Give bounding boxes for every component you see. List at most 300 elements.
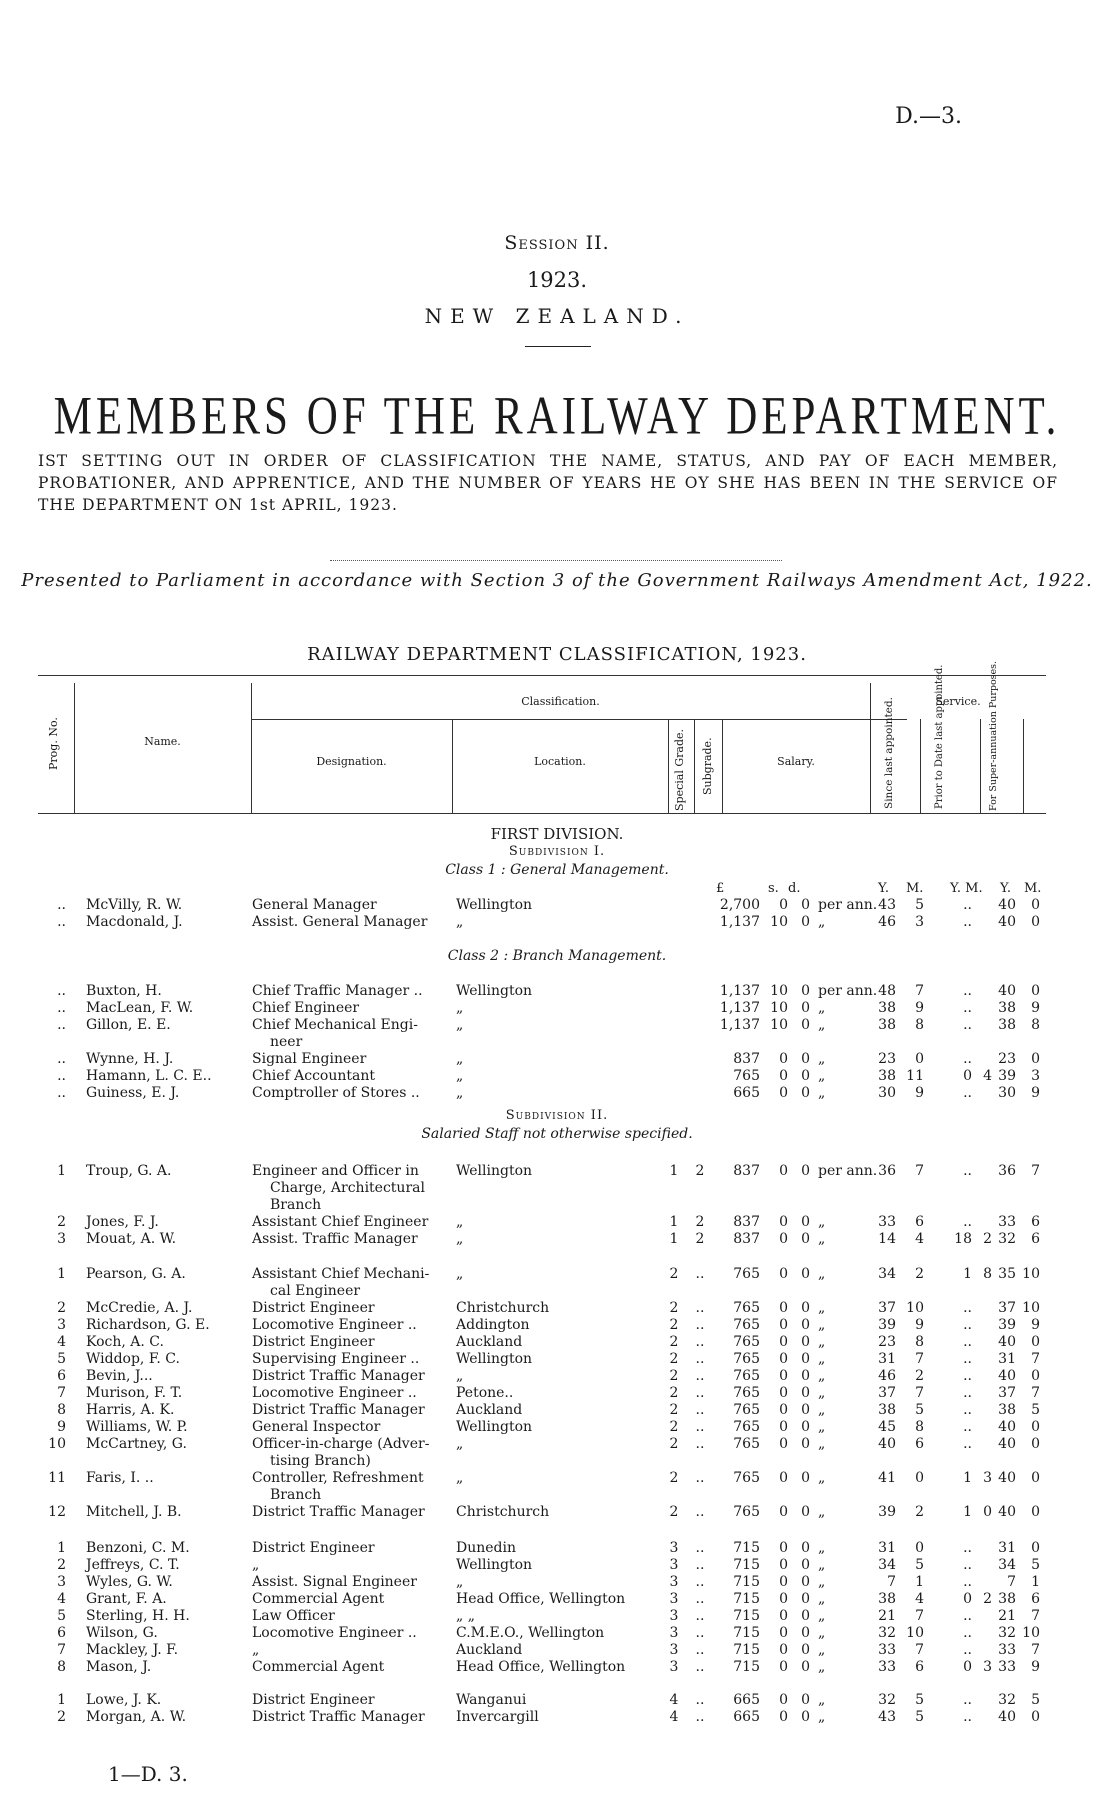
- prior-years: ..: [963, 1419, 972, 1435]
- table-row: [0, 1625, 1114, 1642]
- since-last-years: 34: [878, 1266, 896, 1282]
- row-number: 7: [57, 1385, 66, 1401]
- designation: General Manager: [252, 897, 377, 913]
- salary-pence: 0: [801, 1608, 810, 1624]
- table-row-continuation: [0, 1180, 1114, 1197]
- salary-shillings: 10: [770, 1017, 788, 1033]
- since-last-months: 9: [915, 1000, 924, 1016]
- table-row: [0, 1709, 1114, 1726]
- salary-period: „: [818, 1017, 826, 1033]
- salary-shillings: 0: [779, 1557, 788, 1573]
- super-months: 6: [1031, 1214, 1040, 1230]
- prior-to-header: Prior to Date last appointed.: [934, 664, 945, 809]
- since-last-months: 1: [915, 1574, 924, 1590]
- salary-shillings: 0: [779, 1608, 788, 1624]
- designation: District Traffic Manager: [252, 1402, 425, 1418]
- since-last-months: 8: [915, 1334, 924, 1350]
- member-name: Hamann, L. C. E..: [86, 1068, 212, 1084]
- location: „: [456, 1574, 464, 1590]
- super-years: 37: [998, 1300, 1016, 1316]
- since-last-months: 5: [915, 897, 924, 913]
- row-number: 5: [57, 1351, 66, 1367]
- class-2-title: Class 2 : Branch Management.: [447, 948, 667, 964]
- location: Christchurch: [456, 1504, 550, 1520]
- table-row: [0, 1351, 1114, 1368]
- salary-period: „: [818, 1574, 826, 1590]
- units-row: £ s. d. Y. M. Y. M. Y. M.: [716, 881, 1042, 896]
- salary-period: „: [818, 1470, 826, 1486]
- since-last-years: 38: [878, 1591, 896, 1607]
- prior-years: 0: [963, 1591, 972, 1607]
- location: „: [456, 1368, 464, 1384]
- row-number: 2: [57, 1214, 66, 1230]
- designation: Commercial Agent: [252, 1659, 385, 1675]
- super-years: 30: [998, 1085, 1016, 1101]
- location-header: Location.: [534, 755, 586, 768]
- since-last-years: 46: [878, 914, 896, 930]
- salary-pence: 0: [801, 1709, 810, 1725]
- salary-pounds: 765: [733, 1436, 760, 1452]
- subgrade: ..: [695, 1470, 705, 1486]
- salary-pence: 0: [801, 1017, 810, 1033]
- super-years: 40: [998, 1368, 1016, 1384]
- member-name: Mason, J.: [86, 1659, 152, 1675]
- salary-period: „: [818, 914, 826, 930]
- salary-pence: 0: [801, 1317, 810, 1333]
- since-last-months: 9: [915, 1317, 924, 1333]
- prior-years: ..: [963, 1402, 972, 1418]
- designation: Supervising Engineer ..: [252, 1351, 420, 1367]
- since-last-months: 2: [915, 1266, 924, 1282]
- designation: District Traffic Manager: [252, 1709, 425, 1725]
- row-number: ..: [57, 897, 66, 913]
- special-grade: 1: [669, 1214, 679, 1230]
- row-number: 2: [57, 1557, 66, 1573]
- special-grade: 4: [669, 1709, 679, 1725]
- location: Wellington: [456, 1163, 533, 1179]
- salary-pounds: 765: [733, 1317, 760, 1333]
- designation-continued: cal Engineer: [270, 1283, 361, 1299]
- salary-period: „: [818, 1085, 826, 1101]
- since-last-years: 48: [878, 983, 896, 999]
- table-row: [0, 1608, 1114, 1625]
- salary-pounds: 715: [733, 1642, 760, 1658]
- since-last-months: 7: [915, 983, 924, 999]
- special-grade: 2: [669, 1470, 679, 1486]
- subgrade: ..: [695, 1692, 705, 1708]
- salary-pounds: 765: [733, 1266, 760, 1282]
- prior-years: ..: [963, 1000, 972, 1016]
- member-name: Morgan, A. W.: [86, 1709, 187, 1725]
- row-number: 4: [57, 1591, 66, 1607]
- designation: Chief Engineer: [252, 1000, 360, 1016]
- table-row: [0, 1574, 1114, 1591]
- subgrade: ..: [695, 1557, 705, 1573]
- location: „: [456, 1051, 464, 1067]
- since-last-years: 36: [878, 1163, 896, 1179]
- designation: Law Officer: [252, 1608, 335, 1624]
- salary-pence: 0: [801, 1051, 810, 1067]
- super-years: 38: [998, 1017, 1016, 1033]
- prior-years: ..: [963, 1317, 972, 1333]
- location: Wellington: [456, 897, 533, 913]
- divider: [525, 346, 591, 347]
- salary-period: „: [818, 1540, 826, 1556]
- prior-months: 3: [983, 1659, 992, 1675]
- salary-period: per ann.: [818, 983, 878, 999]
- row-number: 2: [57, 1709, 66, 1725]
- salary-period: „: [818, 1608, 826, 1624]
- salary-shillings: 0: [779, 1368, 788, 1384]
- designation: Locomotive Engineer ..: [252, 1625, 417, 1641]
- prior-years: ..: [963, 1051, 972, 1067]
- location: „: [456, 1436, 464, 1452]
- since-last-years: 33: [878, 1642, 896, 1658]
- table-row-continuation: [0, 1487, 1114, 1504]
- designation: District Traffic Manager: [252, 1368, 425, 1384]
- prior-years: ..: [963, 1625, 972, 1641]
- subgrade: ..: [695, 1436, 705, 1452]
- special-grade: 1: [669, 1163, 679, 1179]
- super-months: 7: [1031, 1163, 1040, 1179]
- since-last-years: 33: [878, 1659, 896, 1675]
- salary-pence: 0: [801, 1334, 810, 1350]
- designation: Comptroller of Stores ..: [252, 1085, 420, 1101]
- table-row-continuation: [0, 1197, 1114, 1214]
- row-number: ..: [57, 914, 66, 930]
- member-name: Jeffreys, C. T.: [86, 1557, 180, 1573]
- location: „: [456, 1214, 464, 1230]
- location: Head Office, Wellington: [456, 1591, 626, 1607]
- table-row: [0, 1385, 1114, 1402]
- subgrade: ..: [695, 1709, 705, 1725]
- year-label: 1923.: [526, 268, 588, 292]
- subdivision-1-title: Subdivision I.: [508, 844, 606, 859]
- salary-period: „: [818, 1000, 826, 1016]
- salary-pounds: 765: [733, 1470, 760, 1486]
- super-years: 35: [998, 1266, 1016, 1282]
- since-last-years: 45: [878, 1419, 896, 1435]
- classification-header: Classification.: [521, 695, 600, 708]
- row-number: 9: [57, 1419, 66, 1435]
- member-name: Mouat, A. W.: [86, 1231, 177, 1247]
- since-last-years: 38: [878, 1000, 896, 1016]
- member-name: Mitchell, J. B.: [86, 1504, 182, 1520]
- row-number: 6: [57, 1625, 66, 1641]
- special-grade: 3: [669, 1557, 679, 1573]
- designation: Assistant Chief Mechani-: [252, 1266, 430, 1282]
- special-grade: 2: [669, 1402, 679, 1418]
- member-name: Grant, F. A.: [86, 1591, 167, 1607]
- special-grade: 2: [669, 1504, 679, 1520]
- table-row: [0, 1068, 1114, 1085]
- super-years: 32: [998, 1692, 1016, 1708]
- salary-period: „: [818, 1591, 826, 1607]
- super-months: 0: [1031, 897, 1040, 913]
- row-number: ..: [57, 1085, 66, 1101]
- row-number: 8: [57, 1402, 66, 1418]
- prior-years: 1: [963, 1470, 972, 1486]
- designation: Locomotive Engineer ..: [252, 1317, 417, 1333]
- member-name: Macdonald, J.: [86, 914, 183, 930]
- super-months: 9: [1031, 1000, 1040, 1016]
- table-row: [0, 1504, 1114, 1521]
- location: Invercargill: [456, 1709, 539, 1725]
- super-years: 32: [998, 1231, 1016, 1247]
- designation: District Engineer: [252, 1334, 375, 1350]
- salary-period: „: [818, 1385, 826, 1401]
- super-years: 7: [1007, 1574, 1016, 1590]
- special-grade-header: Special Grade.: [673, 729, 686, 811]
- salary-pence: 0: [801, 1300, 810, 1316]
- super-months: 0: [1031, 1334, 1040, 1350]
- since-last-months: 6: [915, 1659, 924, 1675]
- salary-period: „: [818, 1625, 826, 1641]
- super-years: 40: [998, 1419, 1016, 1435]
- salary-shillings: 0: [779, 1231, 788, 1247]
- salary-period: „: [818, 1266, 826, 1282]
- salary-shillings: 0: [779, 1692, 788, 1708]
- location: Wellington: [456, 983, 533, 999]
- salary-shillings: 0: [779, 1385, 788, 1401]
- member-name: Harris, A. K.: [86, 1402, 175, 1418]
- since-last-years: 31: [878, 1351, 896, 1367]
- salary-pounds: 765: [733, 1068, 760, 1084]
- table-row: [0, 1214, 1114, 1231]
- prior-years: ..: [963, 1540, 972, 1556]
- salary-shillings: 0: [779, 1163, 788, 1179]
- special-grade: 1: [669, 1231, 679, 1247]
- salary-pence: 0: [801, 914, 810, 930]
- salary-pounds: 715: [733, 1608, 760, 1624]
- since-last-months: 7: [915, 1642, 924, 1658]
- salary-pence: 0: [801, 1419, 810, 1435]
- location: Wellington: [456, 1351, 533, 1367]
- salary-shillings: 0: [779, 1334, 788, 1350]
- salary-period: „: [818, 1419, 826, 1435]
- super-months: 0: [1031, 1419, 1040, 1435]
- prior-years: 1: [963, 1504, 972, 1520]
- member-name: Richardson, G. E.: [86, 1317, 210, 1333]
- since-last-months: 10: [906, 1300, 924, 1316]
- salary-pence: 0: [801, 1085, 810, 1101]
- table-row-continuation: [0, 1283, 1114, 1300]
- since-last-months: 0: [915, 1540, 924, 1556]
- prior-months: 4: [983, 1068, 992, 1084]
- subgrade: ..: [695, 1540, 705, 1556]
- super-months: 0: [1031, 1436, 1040, 1452]
- super-months: 10: [1022, 1266, 1040, 1282]
- designation-continued: Charge, Architectural: [270, 1180, 425, 1196]
- designation: „: [252, 1557, 260, 1573]
- country-label: NEW ZEALAND.: [424, 304, 690, 328]
- prior-years: ..: [963, 1214, 972, 1230]
- salary-pounds: 715: [733, 1625, 760, 1641]
- subgrade: ..: [695, 1334, 705, 1350]
- salary-pounds: 1,137: [719, 914, 760, 930]
- salary-period: per ann.: [818, 897, 878, 913]
- row-number: 3: [57, 1231, 66, 1247]
- subgrade: ..: [695, 1317, 705, 1333]
- since-last-years: 31: [878, 1540, 896, 1556]
- since-last-months: 6: [915, 1214, 924, 1230]
- prior-years: ..: [963, 1436, 972, 1452]
- table-row: [0, 1334, 1114, 1351]
- special-grade: 3: [669, 1642, 679, 1658]
- prior-months: 8: [983, 1266, 992, 1282]
- since-last-months: 7: [915, 1385, 924, 1401]
- member-name: Jones, F. J.: [86, 1214, 159, 1230]
- location: „: [456, 914, 464, 930]
- salary-pence: 0: [801, 983, 810, 999]
- member-name: Koch, A. C.: [86, 1334, 164, 1350]
- special-grade: 2: [669, 1317, 679, 1333]
- salary-shillings: 0: [779, 1085, 788, 1101]
- since-last-months: 8: [915, 1419, 924, 1435]
- salary-pounds: 665: [733, 1085, 760, 1101]
- salary-shillings: 0: [779, 897, 788, 913]
- table-row: [0, 1300, 1114, 1317]
- prior-years: ..: [963, 1557, 972, 1573]
- since-last-months: 5: [915, 1557, 924, 1573]
- since-last-years: 41: [878, 1470, 896, 1486]
- prior-years: 1: [963, 1266, 972, 1282]
- prior-years: ..: [963, 1368, 972, 1384]
- salary-pounds: 765: [733, 1368, 760, 1384]
- member-name: Pearson, G. A.: [86, 1266, 186, 1282]
- table-row: [0, 1266, 1114, 1283]
- super-months: 7: [1031, 1351, 1040, 1367]
- prior-years: ..: [963, 1351, 972, 1367]
- super-months: 9: [1031, 1317, 1040, 1333]
- salary-period: „: [818, 1351, 826, 1367]
- designation: Chief Traffic Manager ..: [252, 983, 423, 999]
- super-years: 40: [998, 1709, 1016, 1725]
- super-months: 0: [1031, 983, 1040, 999]
- salary-pounds: 837: [733, 1163, 760, 1179]
- salary-period: „: [818, 1709, 826, 1725]
- table-row: [0, 1419, 1114, 1436]
- table-row: [0, 1557, 1114, 1574]
- since-last-months: 7: [915, 1351, 924, 1367]
- table-row: [0, 1402, 1114, 1419]
- salary-shillings: 0: [779, 1659, 788, 1675]
- salary-period: „: [818, 1334, 826, 1350]
- since-last-years: 32: [878, 1625, 896, 1641]
- salary-shillings: 0: [779, 1504, 788, 1520]
- special-grade: 3: [669, 1659, 679, 1675]
- since-last-years: 38: [878, 1068, 896, 1084]
- row-number: 1: [57, 1692, 66, 1708]
- salary-shillings: 0: [779, 1419, 788, 1435]
- designation-header: Designation.: [316, 755, 387, 768]
- super-years: 40: [998, 1334, 1016, 1350]
- subgrade: ..: [695, 1351, 705, 1367]
- location: „ „: [456, 1608, 475, 1624]
- prior-years: ..: [963, 983, 972, 999]
- super-years: 37: [998, 1385, 1016, 1401]
- prior-months: 2: [983, 1231, 992, 1247]
- prior-months: 3: [983, 1470, 992, 1486]
- salary-shillings: 0: [779, 1642, 788, 1658]
- salary-pence: 0: [801, 1470, 810, 1486]
- document-subtitle: IST SETTING OUT IN ORDER OF CLASSIFICATION THE NAME, STATUS, AND PAY OF EACH MEMBER, PROBATIONER, AND APPRENTICE, AND THE NUMBER OF YEARS HE OY SHE HAS BEEN IN THE SERVICE OF THE DEPARTMENT ON 1st APRIL, 1923.: [38, 452, 1058, 514]
- table-row: [0, 914, 1114, 931]
- prior-years: ..: [963, 1692, 972, 1708]
- designation-continued: Branch: [270, 1197, 322, 1213]
- subgrade: ..: [695, 1504, 705, 1520]
- salary-pence: 0: [801, 1625, 810, 1641]
- salary-pence: 0: [801, 1402, 810, 1418]
- session-label: Session II.: [504, 232, 610, 254]
- table-row: [0, 983, 1114, 1000]
- since-last-months: 10: [906, 1625, 924, 1641]
- salary-pounds: 715: [733, 1659, 760, 1675]
- prior-years: ..: [963, 1163, 972, 1179]
- salary-shillings: 10: [770, 914, 788, 930]
- table-row: [0, 1470, 1114, 1487]
- special-grade: 2: [669, 1368, 679, 1384]
- since-last-months: 7: [915, 1163, 924, 1179]
- member-name: Murison, F. T.: [86, 1385, 183, 1401]
- document-title: MEMBERS OF THE RAILWAY DEPARTMENT.: [53, 387, 1061, 446]
- since-last-years: 46: [878, 1368, 896, 1384]
- row-number: 2: [57, 1300, 66, 1316]
- since-last-header: Since last appointed.: [883, 697, 895, 809]
- row-number: ..: [57, 1000, 66, 1016]
- salary-pounds: 837: [733, 1214, 760, 1230]
- salary-pounds: 715: [733, 1557, 760, 1573]
- since-last-months: 2: [915, 1368, 924, 1384]
- location: C.M.E.O., Wellington: [456, 1625, 605, 1641]
- super-months: 5: [1031, 1402, 1040, 1418]
- subgrade: ..: [695, 1591, 705, 1607]
- since-last-years: 7: [887, 1574, 896, 1590]
- salary-pounds: 837: [733, 1231, 760, 1247]
- super-years: 39: [998, 1317, 1016, 1333]
- location: Wellington: [456, 1419, 533, 1435]
- salary-shillings: 10: [770, 983, 788, 999]
- salary-pence: 0: [801, 1000, 810, 1016]
- salary-pence: 0: [801, 1540, 810, 1556]
- member-name: Widdop, F. C.: [86, 1351, 180, 1367]
- member-name: Gillon, E. E.: [86, 1017, 171, 1033]
- super-years: 31: [998, 1540, 1016, 1556]
- table-title: RAILWAY DEPARTMENT CLASSIFICATION, 1923.: [307, 644, 807, 665]
- subgrade: 2: [695, 1214, 705, 1230]
- salary-shillings: 0: [779, 1591, 788, 1607]
- salary-period: „: [818, 1557, 826, 1573]
- member-name: Williams, W. P.: [86, 1419, 188, 1435]
- special-grade: 4: [669, 1692, 679, 1708]
- prior-years: ..: [963, 1574, 972, 1590]
- location: Christchurch: [456, 1300, 550, 1316]
- subgrade: ..: [695, 1625, 705, 1641]
- table-row: [0, 1000, 1114, 1017]
- salary-pence: 0: [801, 1368, 810, 1384]
- super-years: 38: [998, 1000, 1016, 1016]
- location: „: [456, 1231, 464, 1247]
- designation: Signal Engineer: [252, 1051, 367, 1067]
- subgrade: ..: [695, 1659, 705, 1675]
- salary-shillings: 0: [779, 1574, 788, 1590]
- table-row: [0, 1317, 1114, 1334]
- salary-pounds: 1,137: [719, 1000, 760, 1016]
- since-last-months: 0: [915, 1470, 924, 1486]
- prior-years: 0: [963, 1659, 972, 1675]
- super-months: 0: [1031, 1540, 1040, 1556]
- table-row: [0, 1436, 1114, 1453]
